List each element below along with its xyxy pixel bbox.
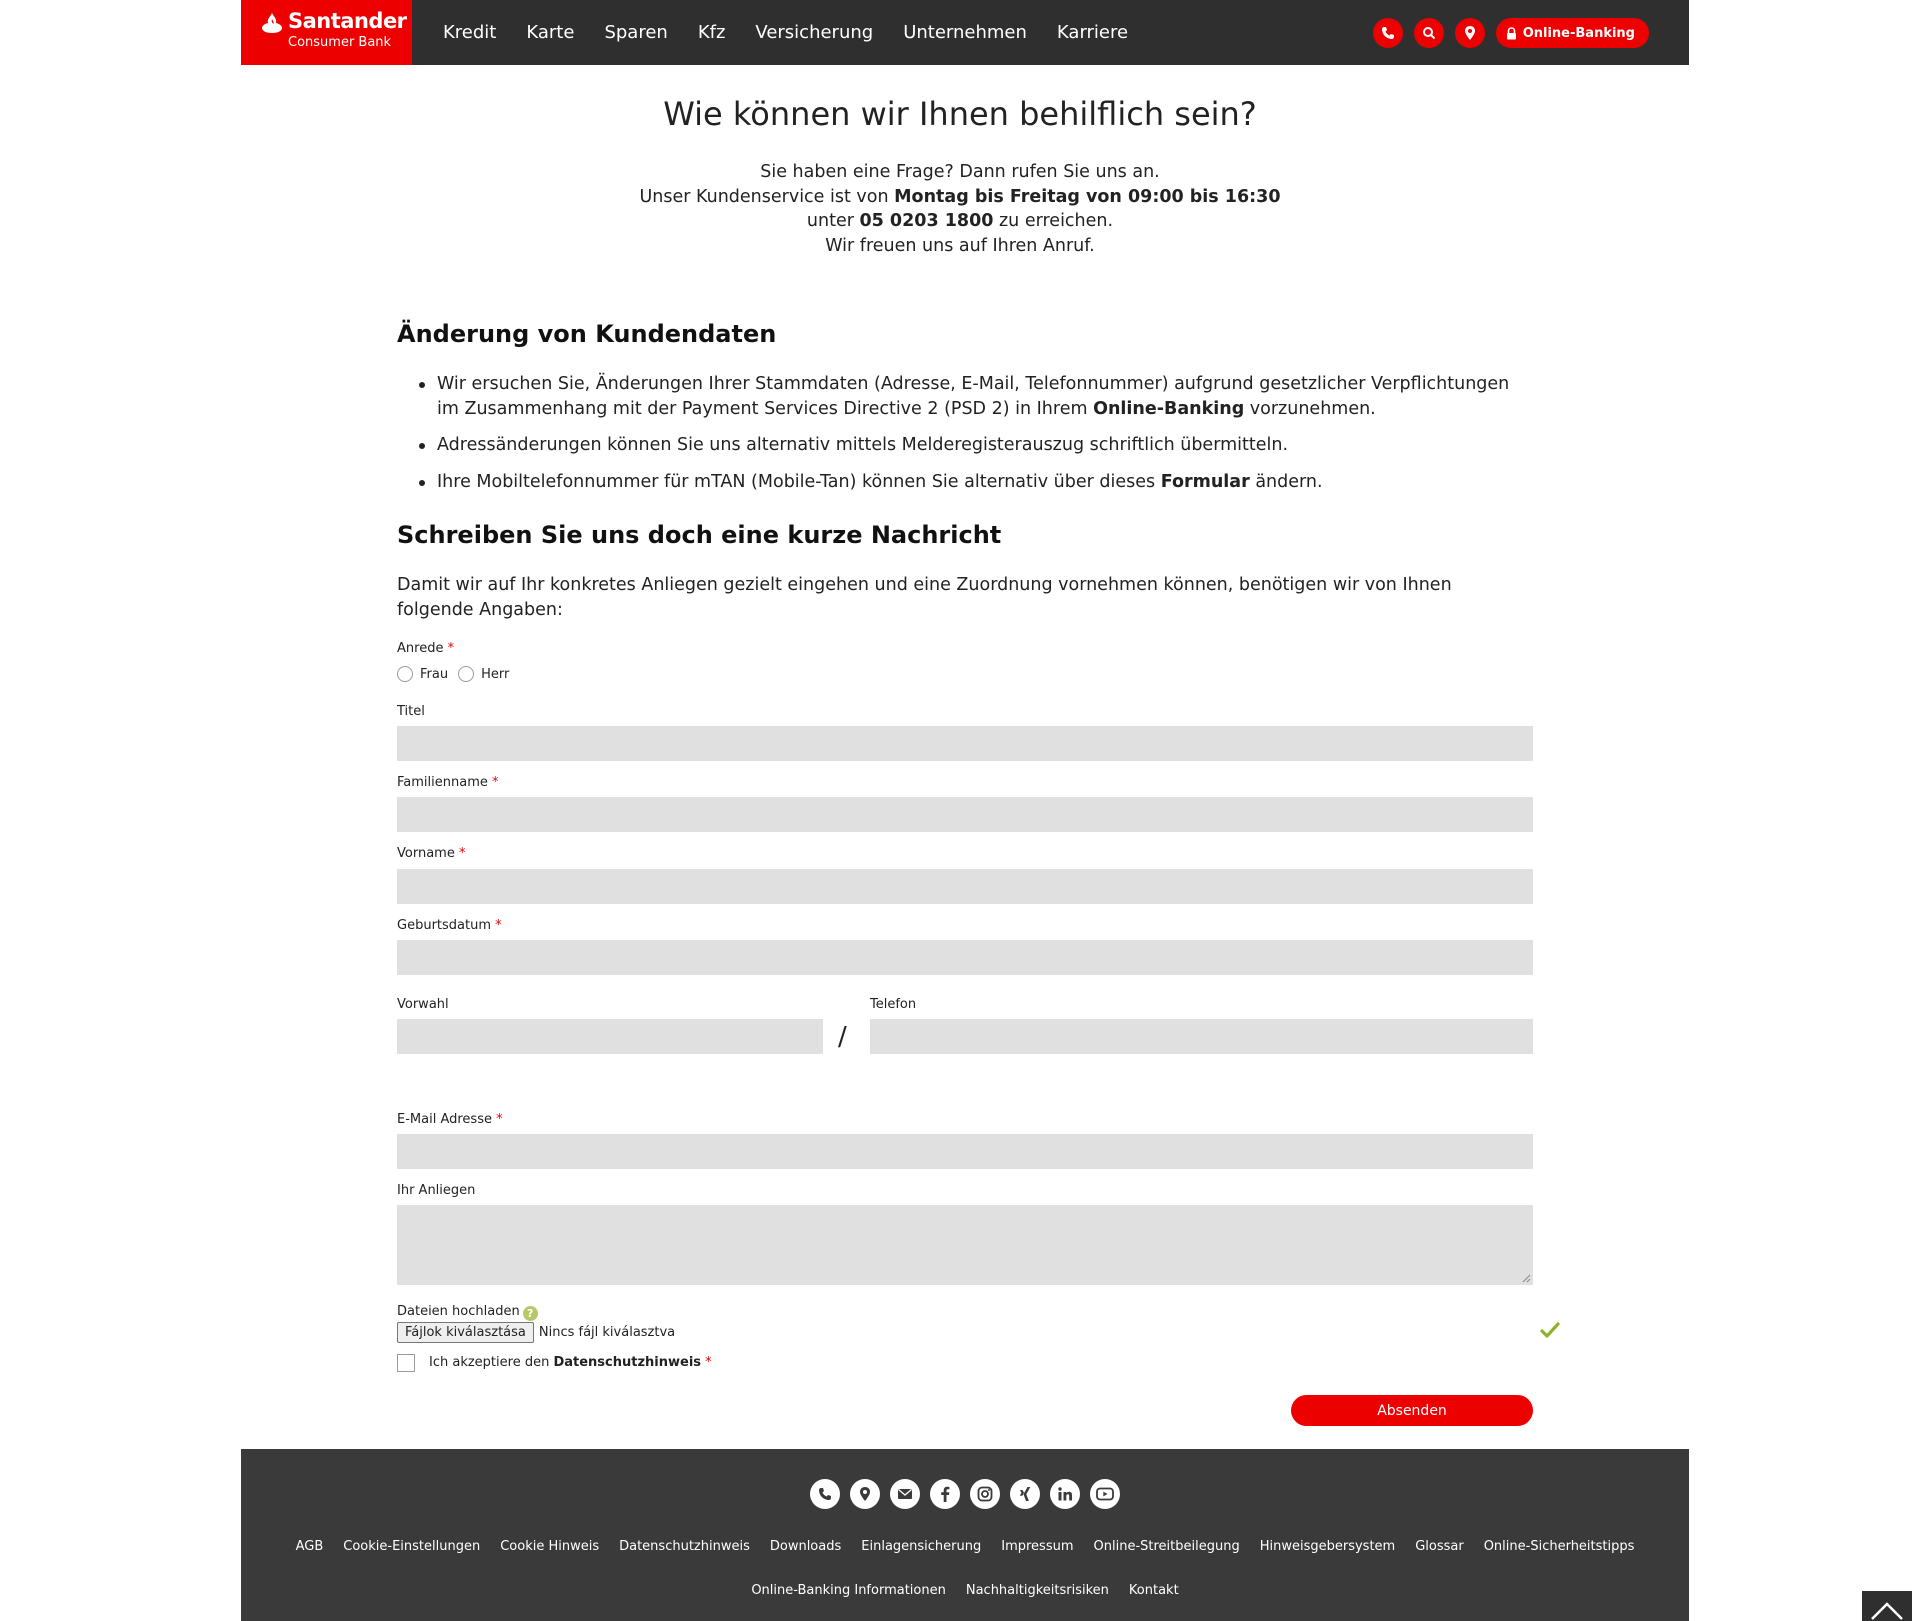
vorname-input[interactable] [397, 869, 1533, 904]
footer-link-cookie-hinweis[interactable]: Cookie Hinweis [500, 1539, 600, 1554]
intro-line-2-text: Unser Kundenservice ist von [639, 186, 895, 207]
service-phone-number[interactable]: 05 0203 1800 [859, 211, 994, 231]
footer-link-downloads[interactable]: Downloads [769, 1539, 842, 1554]
site-footer [241, 1449, 1689, 1621]
header-tools [1373, 18, 1649, 48]
upload-label [397, 1304, 538, 1321]
phone-separator: / [838, 1022, 847, 1052]
titel-label: Titel [397, 704, 425, 719]
nav-item-karriere[interactable]: Karriere [1056, 22, 1129, 43]
nav-item-karte[interactable]: Karte [526, 22, 575, 43]
footer-link-online-streitbeilegung[interactable]: Online-Streitbeilegung [1093, 1539, 1240, 1554]
intro-text [0, 160, 1920, 258]
main-nav [443, 0, 1128, 65]
choose-files-button[interactable]: Fájlok kiválasztása [397, 1322, 534, 1343]
location-icon[interactable] [850, 1479, 880, 1509]
resize-grip-icon[interactable] [1521, 1273, 1531, 1283]
list-item [397, 372, 1533, 421]
footer-links-row-1 [241, 1539, 1689, 1554]
required-mark: * [447, 641, 455, 656]
lock-icon [1506, 27, 1517, 40]
flame-icon [261, 12, 283, 34]
required-mark: * [705, 1355, 712, 1370]
anrede-label [397, 641, 454, 656]
required-mark: * [458, 846, 466, 861]
submit-button[interactable]: Absenden [1291, 1395, 1533, 1426]
mail-icon[interactable] [890, 1479, 920, 1509]
youtube-icon[interactable] [1090, 1479, 1120, 1509]
linkedin-icon[interactable] [1050, 1479, 1080, 1509]
intro-line-2 [0, 185, 1920, 210]
intro-line-3-post: zu erreichen. [993, 211, 1114, 231]
bullet-1-pre: Wir ersuchen Sie, Änderungen Ihrer Stammdaten (Adresse, E-Mail, Telefonnummer) aufgrund gesetzlicher Verpflichtungen im Zusammenhang mit der Payment Services Directive 2 (PSD 2) in Ihrem [437, 374, 1510, 419]
footer-link-glossar[interactable]: Glossar [1415, 1539, 1464, 1554]
nav-item-unternehmen[interactable]: Unternehmen [903, 22, 1027, 43]
nav-item-versicherung[interactable]: Versicherung [755, 22, 874, 43]
email-label [397, 1112, 503, 1127]
privacy-pre: Ich akzeptiere den [429, 1355, 554, 1370]
nav-item-kredit[interactable]: Kredit [443, 22, 497, 43]
bullet-1-post: vorzunehmen. [1244, 398, 1376, 419]
phone-icon [1381, 26, 1395, 40]
privacy-consent [429, 1355, 712, 1370]
privacy-link[interactable]: Datenschutzhinweis [553, 1355, 702, 1370]
intro-line-3-pre: unter [806, 211, 860, 231]
chevron-up-icon [1870, 1601, 1904, 1621]
search-button[interactable] [1414, 18, 1444, 48]
footer-link-agb[interactable]: AGB [295, 1539, 324, 1554]
intro-line-4: Wir freuen uns auf Ihren Anruf. [825, 235, 1095, 256]
xing-icon[interactable] [1010, 1479, 1040, 1509]
vorwahl-label: Vorwahl [397, 997, 449, 1012]
anliegen-textarea[interactable] [397, 1205, 1533, 1285]
phone-button[interactable] [1373, 18, 1403, 48]
location-icon [1463, 25, 1477, 41]
list-item [397, 470, 1533, 495]
site-header [241, 0, 1689, 65]
telefon-input[interactable] [870, 1019, 1533, 1054]
intro-line-3 [0, 209, 1920, 234]
form-intro: Damit wir auf Ihr konkretes Anliegen gezielt eingehen und eine Zuordnung vornehmen können, benötigen wir von Ihnen folgende Angaben: [397, 575, 1452, 620]
email-input[interactable] [397, 1134, 1533, 1169]
change-data-list [397, 372, 1533, 506]
help-icon[interactable]: ? [523, 1306, 538, 1321]
file-upload [397, 1322, 675, 1343]
footer-link-online-banking-informationen[interactable]: Online-Banking Informationen [751, 1583, 946, 1598]
brand-name: Santander [288, 9, 407, 33]
online-banking-label: Online-Banking [1522, 25, 1635, 41]
service-hours: Montag bis Freitag von 09:00 bis 16:30 [894, 186, 1281, 207]
online-banking-link[interactable]: Online-Banking [1093, 398, 1245, 419]
footer-link-nachhaltigkeitsrisiken[interactable]: Nachhaltigkeitsrisiken [965, 1583, 1109, 1598]
anrede-radio-group [397, 666, 519, 682]
change-data-heading: Änderung von Kundendaten [397, 320, 777, 348]
form-heading: Schreiben Sie uns doch eine kurze Nachricht [397, 521, 1002, 549]
scroll-to-top-button[interactable] [1862, 1591, 1912, 1621]
radio-frau[interactable] [397, 666, 413, 682]
brand-subline: Consumer Bank [288, 35, 392, 50]
radio-herr-label[interactable]: Herr [481, 666, 510, 682]
telefon-label: Telefon [870, 997, 917, 1012]
vorname-label-text: Vorname [397, 846, 455, 861]
upload-label-text: Dateien hochladen [397, 1304, 520, 1319]
familienname-input[interactable] [397, 797, 1533, 832]
phone-icon[interactable] [810, 1479, 840, 1509]
page-title: Wie können wir Ihnen behilflich sein? [663, 95, 1257, 133]
file-status: Nincs fájl kiválasztva [538, 1325, 676, 1340]
footer-link-einlagensicherung[interactable]: Einlagensicherung [861, 1539, 982, 1554]
online-banking-button[interactable] [1496, 18, 1649, 48]
email-label-text: E-Mail Adresse [397, 1112, 492, 1127]
footer-link-kontakt[interactable]: Kontakt [1128, 1583, 1179, 1598]
footer-link-online-sicherheitstipps[interactable]: Online-Sicherheitstipps [1483, 1539, 1635, 1554]
privacy-checkbox[interactable] [397, 1354, 415, 1372]
bullet-3-pre: Ihre Mobiltelefonnummer für mTAN (Mobile-Tan) können Sie alternativ über dieses [437, 471, 1161, 492]
footer-link-datenschutzhinweis[interactable]: Datenschutzhinweis [619, 1539, 750, 1554]
required-mark: * [496, 1112, 503, 1127]
formular-link[interactable]: Formular [1160, 471, 1250, 492]
geburtsdatum-label-text: Geburtsdatum [397, 918, 491, 933]
footer-link-hinweisgebersystem[interactable]: Hinweisgebersystem [1259, 1539, 1396, 1554]
bullet-3-post: ändern. [1249, 471, 1323, 492]
footer-link-impressum[interactable]: Impressum [1001, 1539, 1074, 1554]
footer-links-row-2 [241, 1583, 1689, 1598]
radio-frau-label[interactable]: Frau [420, 666, 449, 682]
geburtsdatum-input[interactable] [397, 940, 1533, 975]
familienname-label [397, 775, 499, 790]
radio-herr[interactable] [458, 666, 474, 682]
vorwahl-input[interactable] [397, 1019, 823, 1054]
list-item: Adressänderungen können Sie uns alternativ mittels Melderegisterauszug schriftlich übermitteln. [397, 433, 1533, 458]
familienname-label-text: Familienname [397, 775, 488, 790]
vorname-label [397, 846, 465, 861]
search-icon [1422, 26, 1436, 40]
facebook-icon[interactable] [930, 1479, 960, 1509]
footer-link-cookie-einstellungen[interactable]: Cookie-Einstellungen [343, 1539, 481, 1554]
required-mark: * [495, 918, 502, 933]
titel-input[interactable] [397, 726, 1533, 761]
checkmark-icon [1539, 1319, 1561, 1341]
instagram-icon[interactable] [970, 1479, 1000, 1509]
location-button[interactable] [1455, 18, 1485, 48]
intro-line-1: Sie haben eine Frage? Dann rufen Sie uns an. [760, 162, 1160, 182]
anliegen-label: Ihr Anliegen [397, 1183, 476, 1198]
nav-item-kfz[interactable]: Kfz [697, 22, 726, 43]
anrede-label-text: Anrede [397, 641, 444, 656]
nav-item-sparen[interactable]: Sparen [604, 22, 668, 43]
santander-logo[interactable] [241, 0, 412, 65]
required-mark: * [492, 775, 499, 790]
social-links [241, 1479, 1689, 1509]
geburtsdatum-label [397, 918, 502, 933]
